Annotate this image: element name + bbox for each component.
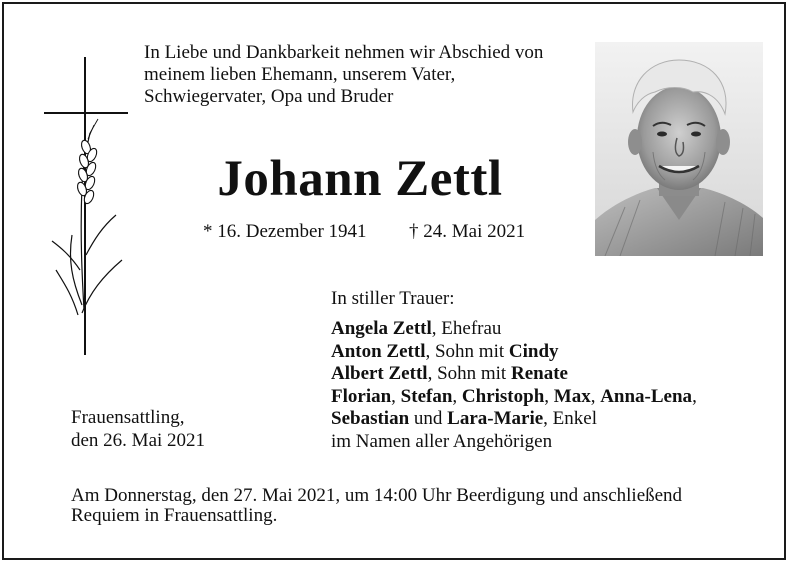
mourner-line (331, 386, 697, 409)
mourner-text: im Namen aller Angehörigen (331, 430, 553, 452)
funeral-line: Requiem in Frauensattling. (71, 505, 278, 526)
mourner-text: , (590, 385, 601, 407)
mourner-text: , Enkel (543, 408, 597, 429)
deceased-name: Johann Zettl (217, 151, 503, 207)
place-and-date (71, 407, 205, 452)
intro-text (144, 42, 543, 108)
mourner-name: Christoph (461, 385, 545, 407)
intro-line: In Liebe und Dankbarkeit nehmen wir Abschied von (144, 42, 544, 63)
date-line: den 26. Mai 2021 (71, 429, 206, 451)
mourners-list (331, 318, 697, 453)
mourner-line (331, 408, 697, 431)
place-line: Frauensattling, (71, 407, 185, 428)
mourner-name: Sebastian (331, 408, 410, 429)
mourner-text: , (452, 385, 462, 407)
mourner-name: Angela Zettl (331, 318, 432, 339)
mourner-line (331, 341, 697, 364)
mourner-line (331, 318, 697, 341)
mourner-name: Cindy (508, 340, 559, 362)
intro-line: Schwiegervater, Opa und Bruder (144, 86, 394, 107)
mourner-text: , Ehefrau (431, 318, 502, 339)
mourner-name: Renate (510, 363, 568, 384)
death-date: † 24. Mai 2021 (409, 221, 526, 242)
mourners-heading: In stiller Trauer: (331, 288, 455, 309)
mourner-name: Max (553, 385, 591, 407)
portrait-photo (595, 42, 763, 256)
mourner-name: Anton Zettl (331, 340, 426, 362)
intro-line: meinem lieben Ehemann, unserem Vater, (144, 64, 456, 85)
mourner-text: , (692, 385, 697, 407)
mourner-name: Florian (331, 385, 392, 407)
mourner-name: Lara-Marie (447, 408, 544, 429)
mourner-text: , Sohn mit (425, 340, 509, 362)
mourner-text: und (409, 408, 448, 429)
mourner-name: Anna-Lena (600, 385, 693, 407)
cross-with-wheat-icon (42, 55, 132, 360)
mourner-text: , (544, 385, 554, 407)
mourner-text: , Sohn mit (427, 363, 511, 384)
mourner-text: , (391, 385, 401, 407)
funeral-line: Am Donnerstag, den 27. Mai 2021, um 14:00 Uhr Beerdigung und anschließend (71, 485, 683, 506)
mourner-line (331, 431, 697, 454)
birth-date: * 16. Dezember 1941 (203, 221, 367, 242)
funeral-notice (71, 486, 682, 526)
mourner-line (331, 363, 697, 386)
mourner-name: Stefan (400, 385, 453, 407)
mourner-name: Albert Zettl (331, 363, 428, 384)
